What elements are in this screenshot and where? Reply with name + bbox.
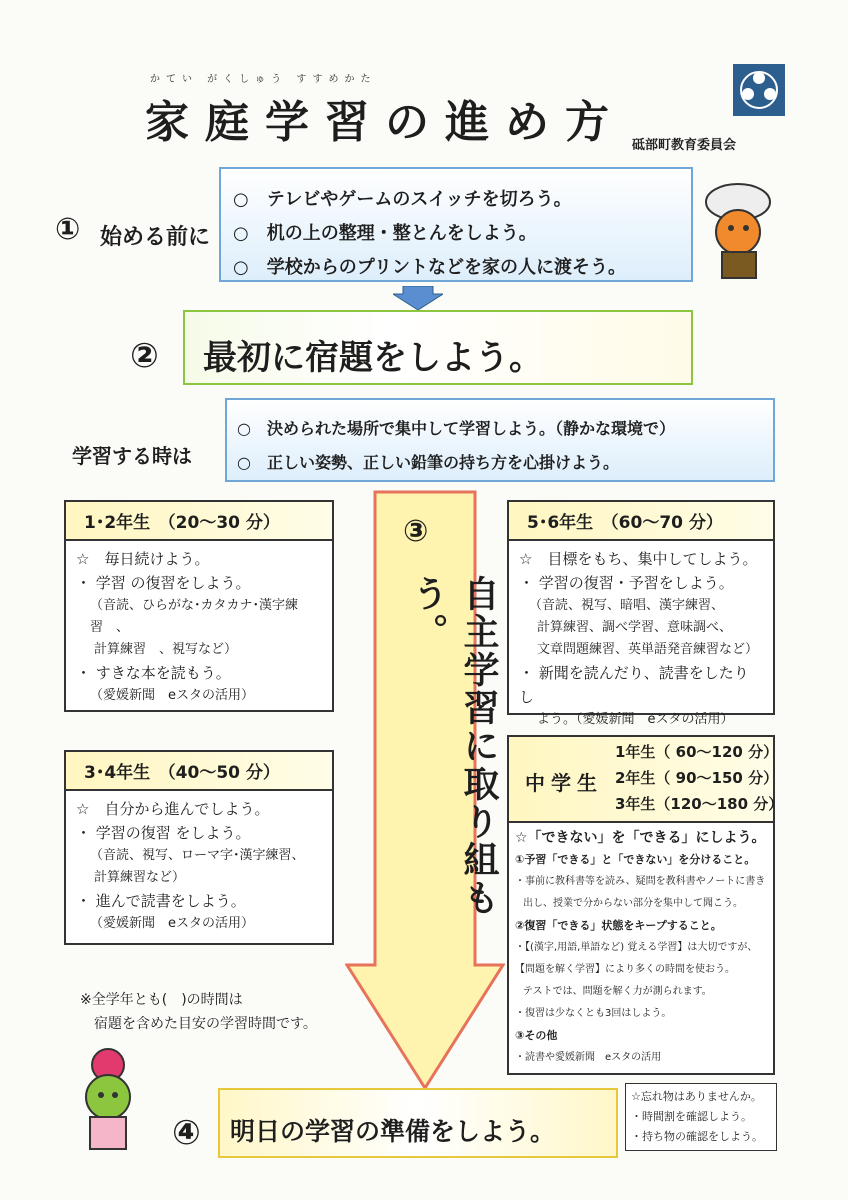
junior-high-time: 2年生（ 90～150 分） bbox=[615, 769, 779, 787]
title-ruby: かてい がくしゅう すすめかた bbox=[150, 74, 377, 85]
grade34-line: （音読、視写、ローマ字･漢字練習、 bbox=[90, 848, 305, 863]
grade34-line: ・ 進んで読書をしよう。 bbox=[76, 892, 246, 910]
checklist-box bbox=[625, 1083, 777, 1151]
step3-text: 自主学習に取り組もう。 bbox=[407, 575, 499, 917]
checklist-line: ☆忘れ物はありませんか。 bbox=[631, 1090, 762, 1103]
grade12-line: （愛媛新聞 eスタの活用） bbox=[90, 688, 254, 703]
junior-high-line: テストでは、問題を解く力が測られます。 bbox=[523, 986, 712, 997]
study-time-label: 学習する時は bbox=[72, 444, 192, 468]
time-note-line: ※全学年とも( )の時間は bbox=[80, 992, 243, 1008]
grade34-line: （愛媛新聞 eスタの活用） bbox=[90, 916, 254, 931]
junior-high-line: ・事前に教科書等を読み、疑問を教科書やノートに書き bbox=[515, 876, 766, 887]
step4-box bbox=[218, 1088, 618, 1158]
grade12-line: ・ 学習 の復習をしよう。 bbox=[76, 574, 251, 592]
junior-high-line: ①予習「できる」と「できない」を分けること。 bbox=[515, 853, 756, 866]
step1-box bbox=[219, 167, 693, 282]
grade56-line: ☆ 目標をもち、集中してしよう。 bbox=[519, 550, 758, 568]
grade12-header: 1･2年生 （20～30 分） bbox=[66, 502, 332, 541]
junior-high-line: 出し、授業で分からない部分を集中して聞こう。 bbox=[523, 898, 743, 909]
junior-high-line: ☆「できない」を「できる」にしよう。 bbox=[515, 830, 766, 846]
grade34-line: ☆ 自分から進んでしよう。 bbox=[76, 800, 270, 818]
step4-number: ④ bbox=[172, 1113, 201, 1153]
mascot-character-left bbox=[68, 1045, 148, 1155]
grade56-line: ・ 新聞を読んだり、読書をしたりし bbox=[519, 664, 749, 706]
grade56-panel bbox=[507, 500, 775, 727]
junior-high-header bbox=[509, 737, 784, 823]
step4-text: 明日の学習の準備をしよう。 bbox=[230, 1117, 556, 1146]
grade12-panel bbox=[64, 500, 334, 712]
step1-item: ○ テレビやゲームのスイッチを切ろう。 bbox=[233, 189, 572, 210]
grade34-line: ・ 学習の復習 をしよう。 bbox=[76, 824, 251, 842]
step1-item: ○ 学校からのプリントなどを家の人に渡そう。 bbox=[233, 257, 626, 278]
step1-item: ○ 机の上の整理・整とんをしよう。 bbox=[233, 223, 537, 244]
organization-name: 砥部町教育委員会 bbox=[632, 138, 737, 153]
grade34-panel bbox=[64, 750, 334, 945]
time-note-line: 宿題を含めた目安の学習時間です。 bbox=[94, 1016, 317, 1032]
page-title: 家庭学習の進め方 bbox=[145, 97, 625, 148]
checklist-line: ・時間割を確認しよう。 bbox=[631, 1110, 752, 1123]
grade12-line: 計算練習 、視写など） bbox=[94, 642, 238, 657]
grade12-line: ・ すきな本を読もう。 bbox=[76, 664, 231, 682]
grade56-line: 計算練習、調べ学習、意味調べ、 bbox=[537, 620, 733, 635]
junior-high-time: 1年生（ 60～120 分） bbox=[615, 743, 779, 761]
junior-high-panel bbox=[507, 735, 784, 1075]
grade56-line: よう。（愛媛新聞 eスタの活用） bbox=[537, 712, 734, 727]
town-emblem bbox=[733, 64, 785, 116]
step2-box bbox=[183, 310, 693, 385]
step2-text: 最初に宿題をしよう。 bbox=[203, 338, 543, 378]
junior-high-line: ・読書や愛媛新聞 eスタの活用 bbox=[515, 1052, 662, 1063]
grade12-line: ☆ 毎日続けよう。 bbox=[76, 550, 210, 568]
junior-high-line: ・【(漢字,用語,単語など) 覚える学習】は大切ですが、 bbox=[515, 942, 758, 953]
grade56-line: ・ 学習の復習・予習をしよう。 bbox=[519, 574, 734, 592]
junior-high-line: 【問題を解く学習】により多くの時間を使おう。 bbox=[515, 964, 735, 975]
checklist-line: ・持ち物の確認をしよう。 bbox=[631, 1130, 763, 1143]
junior-high-line: ・復習は少なくとも3回はしよう。 bbox=[515, 1008, 672, 1019]
mascot-character-right bbox=[700, 176, 780, 286]
grade12-line: （音読、ひらがな･カタカナ･漢字練習 、 bbox=[90, 598, 299, 635]
grade34-line: 計算練習など） bbox=[94, 870, 186, 885]
step1-label: 始める前に bbox=[100, 225, 211, 250]
grade56-line: 文章問題練習、英単語発音練習など） bbox=[537, 642, 759, 657]
junior-high-time: 3年生（120～180 分） bbox=[615, 795, 784, 813]
step3-number: ③ bbox=[403, 514, 429, 549]
step1-number: ① bbox=[55, 212, 81, 247]
study-time-box bbox=[225, 398, 775, 482]
junior-high-label: 中学生 bbox=[525, 771, 603, 795]
grade56-header: 5･6年生 （60～70 分） bbox=[509, 502, 773, 541]
study-time-item: ○ 決められた場所で集中して学習しよう。（静かな環境で） bbox=[237, 419, 675, 438]
time-note bbox=[80, 988, 317, 1036]
junior-high-line: ③その他 bbox=[515, 1029, 558, 1042]
junior-high-line: ②復習「できる」状態をキープすること。 bbox=[515, 919, 722, 932]
study-time-item: ○ 正しい姿勢、正しい鉛筆の持ち方を心掛けよう。 bbox=[237, 453, 619, 472]
grade34-header: 3･4年生 （40～50 分） bbox=[66, 752, 332, 791]
step2-number: ② bbox=[130, 336, 159, 376]
grade56-line: （音読、視写、暗唱、漢字練習、 bbox=[529, 598, 725, 613]
